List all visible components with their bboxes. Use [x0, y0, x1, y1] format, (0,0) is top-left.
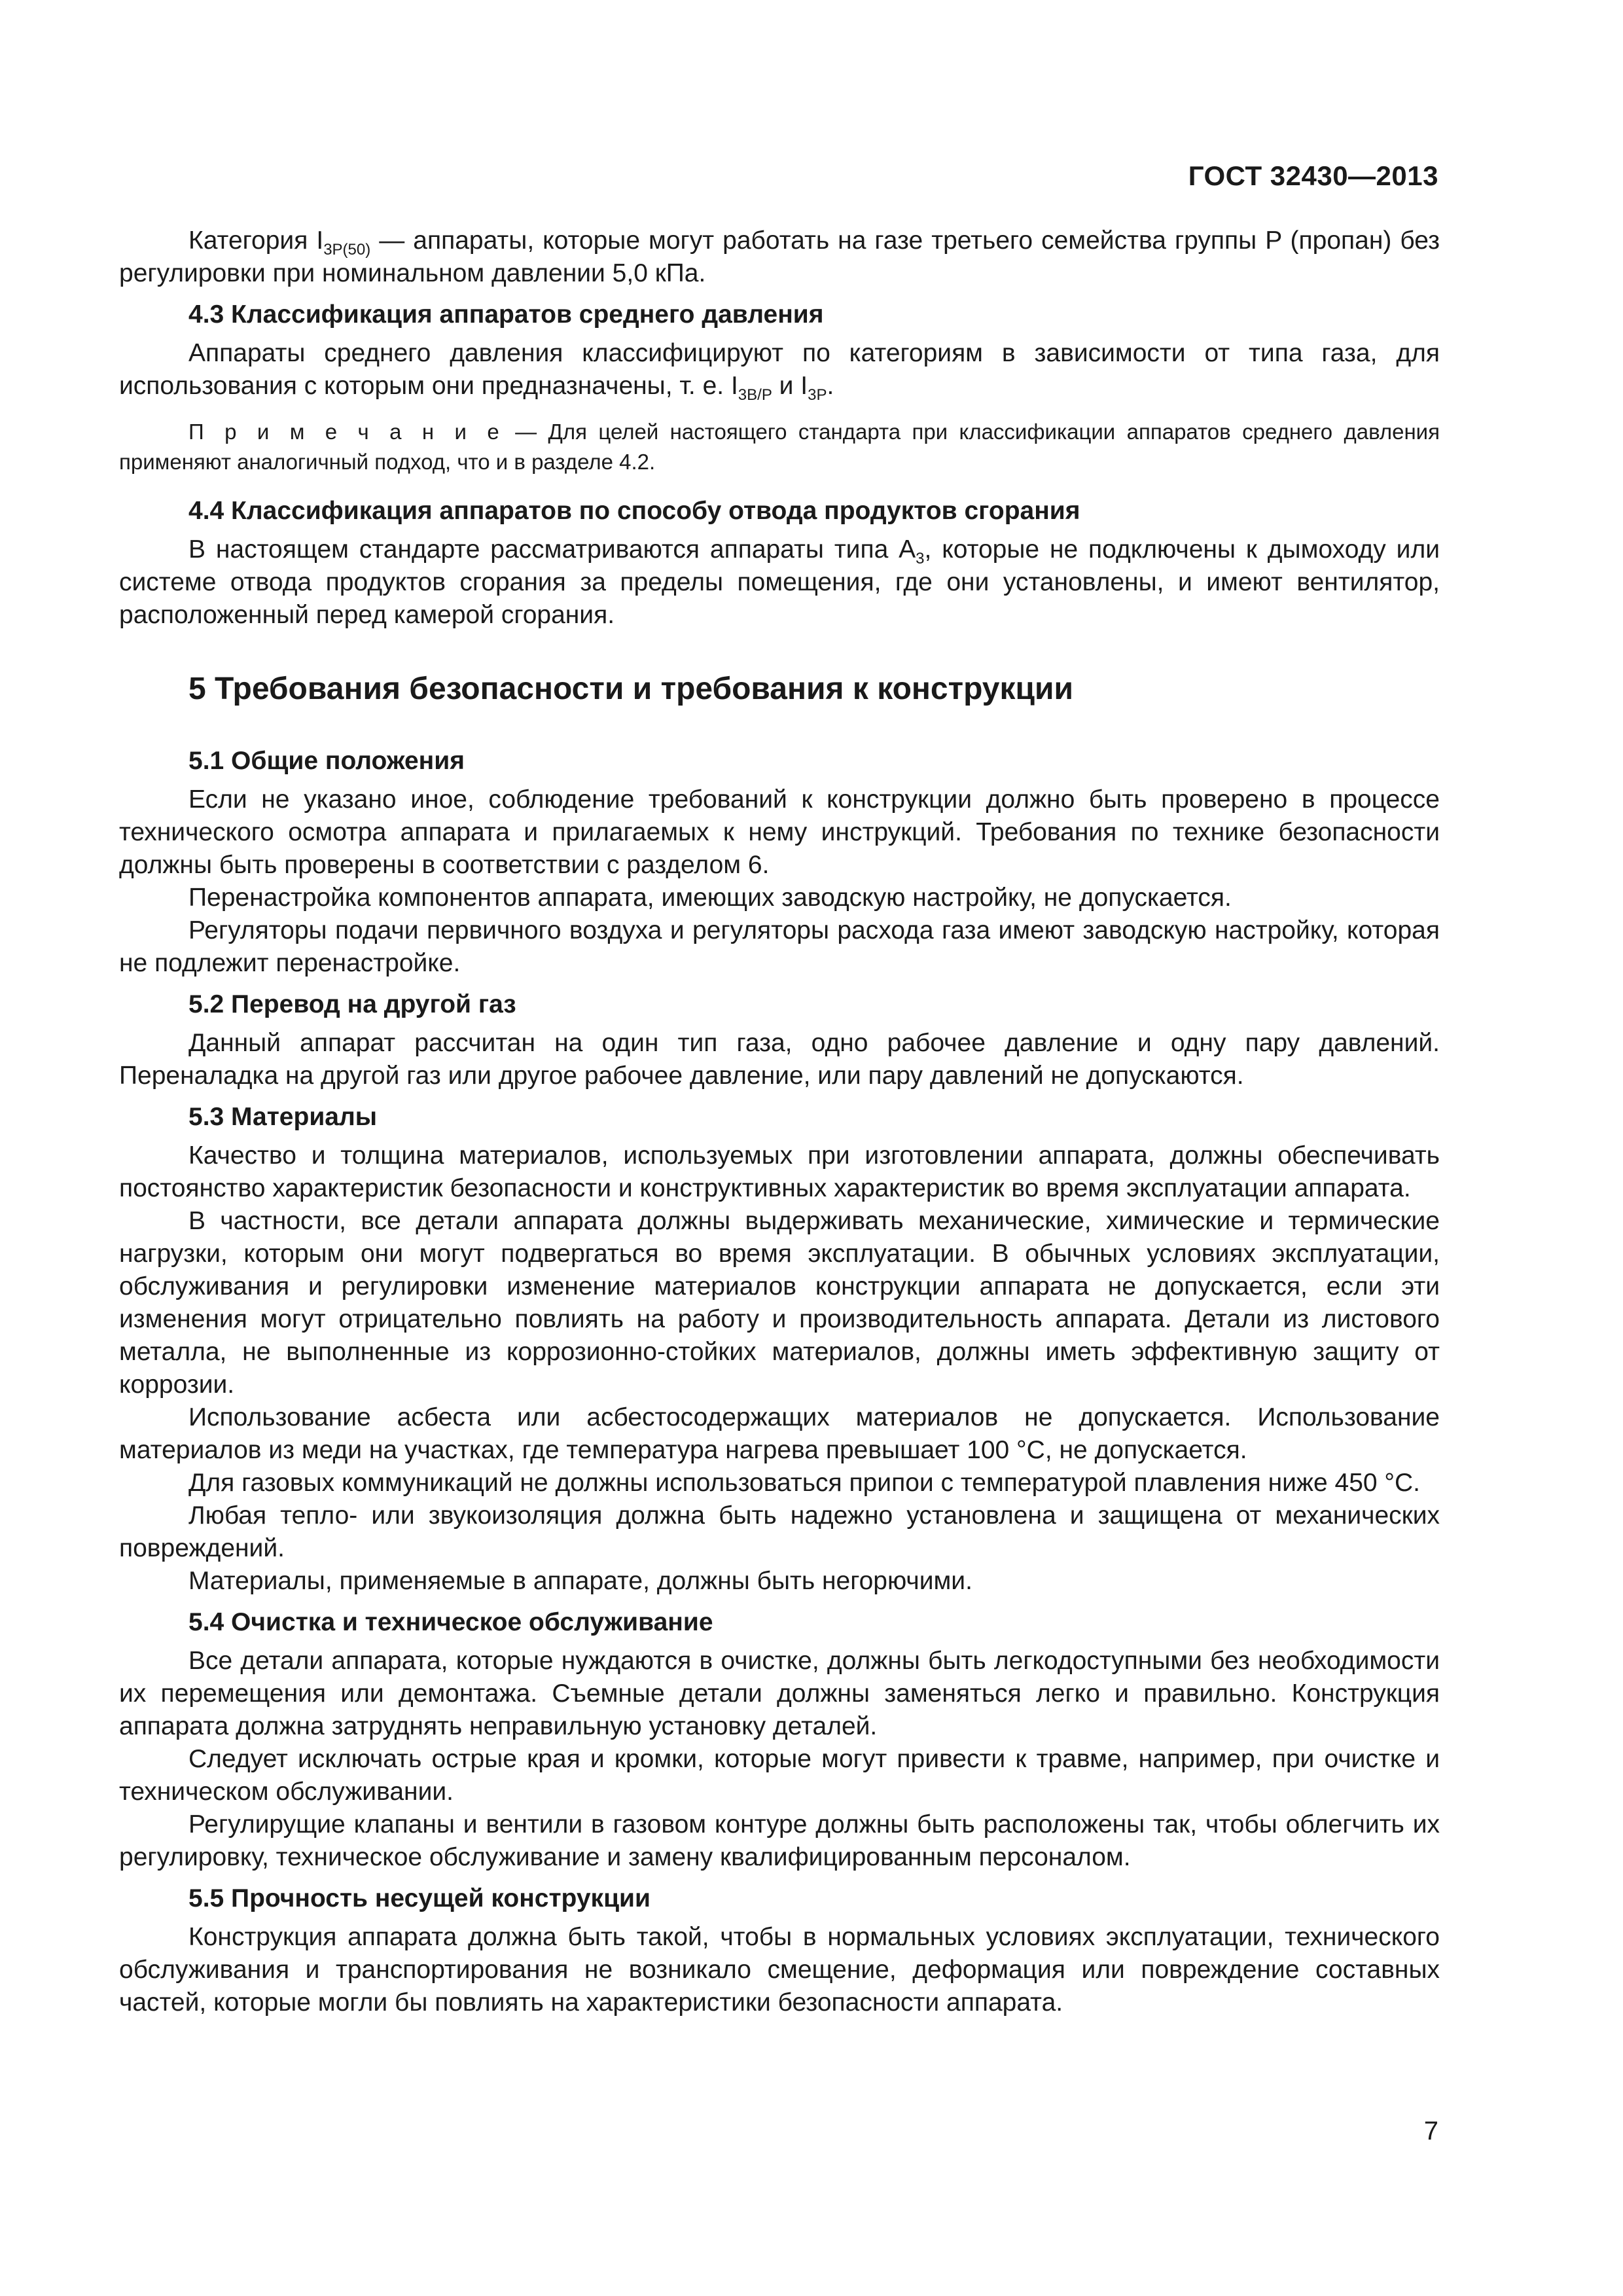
- document-id-header: ГОСТ 32430—2013: [1188, 160, 1438, 191]
- section-5-1-paragraph-1: Если не указано иное, соблюдение требований к конструкции должно быть проверено в процессе технического осмотра аппарата и прилагаемых к нему инструкций. Требования по технике безопасности должны быть проверены в соответствии с разделом 6.: [119, 785, 1440, 879]
- section-5-3-paragraph-4: Для газовых коммуникаций не должны использоваться припои с температурой плавления ниже 450 °С.: [188, 1469, 1421, 1497]
- section-5-1-heading: 5.1 Общие положения: [188, 747, 465, 775]
- section-5-5-paragraph-1: Конструкция аппарата должна быть такой, чтобы в нормальных условиях эксплуатации, технического обслуживания и транспортирования не возникало смещение, деформация или повреждение составных частей, которые могли бы повлиять на характеристики безопасности аппарата.: [119, 1923, 1440, 2017]
- section-4-3-paragraph: Аппараты среднего давления классифицируют по категориям в зависимости от типа газа, для использования с которым они предназначены, т. е. $I_{3B/P}$ и $I_{3P}$.: [119, 339, 1440, 404]
- page-content: [119, 224, 1440, 2019]
- section-5-heading: 5 Требования безопасности и требования к конструкции: [188, 672, 1074, 706]
- section-5-3-paragraph-5: Любая тепло- или звукоизоляция должна быть надежно установлена и защищена от механических повреждений.: [119, 1501, 1440, 1562]
- section-5-1-paragraph-2: Перенастройка компонентов аппарата, имеющих заводскую настройку, не допускается.: [188, 884, 1232, 912]
- section-5-4-paragraph-3: Регулирущие клапаны и вентили в газовом контуре должны быть расположены так, чтобы облегчить их регулировку, техническое обслуживание и замену квалифицированным персоналом.: [119, 1810, 1440, 1871]
- section-5-3-paragraph-1: Качество и толщина материалов, используемых при изготовлении аппарата, должны обеспечивать постоянство характеристик безопасности и конструктивных характеристик во время эксплуатации аппарата.: [119, 1141, 1440, 1202]
- page-number: 7: [1423, 2117, 1438, 2145]
- section-5-4-paragraph-1: Все детали аппарата, которые нуждаются в очистке, должны быть легкодоступными без необходимости их перемещения или демонтажа. Съемные детали должны заменяться легко и правильно. Конструкция аппарата должна затруднять неправильную установку деталей.: [119, 1647, 1440, 1740]
- section-5-4-heading: 5.4 Очистка и техническое обслуживание: [188, 1608, 713, 1636]
- section-5-2-paragraph-1: Данный аппарат рассчитан на один тип газа, одно рабочее давление и одну пару давлений. Переналадка на другой газ или другое рабочее давление, или пару давлений не допускаются.: [119, 1029, 1440, 1090]
- section-5-3-paragraph-3: Использование асбеста или асбестосодержащих материалов не допускается. Использование материалов из меди на участках, где температура нагрева превышает 100 °С, не допускается.: [119, 1403, 1440, 1464]
- section-5-3-heading: 5.3 Материалы: [188, 1103, 378, 1131]
- section-5-4-paragraph-2: Следует исключать острые края и кромки, которые могут привести к травме, например, при очистке и техническом обслуживании.: [119, 1745, 1440, 1806]
- section-4-4-paragraph: В настоящем стандарте рассматриваются аппараты типа $A_3$, которые не подключены к дымоходу или системе отвода продуктов сгорания за пределы помещения, где они установлены, и имеют вентилятор, расположенный перед камерой сгорания.: [119, 535, 1440, 629]
- section-4-4-heading: 4.4 Классификация аппаратов по способу отвода продуктов сгорания: [188, 497, 1080, 525]
- section-5-1-paragraph-3: Регуляторы подачи первичного воздуха и регуляторы расхода газа имеют заводскую настройку, которая не подлежит перенастройке.: [119, 916, 1440, 977]
- section-4-3-note: П р и м е ч а н и е — Для целей настоящего стандарта при классификации аппаратов среднего давления применяют аналогичный подход, что и в разделе 4.2.: [119, 420, 1440, 474]
- section-5-3-paragraph-6: Материалы, применяемые в аппарате, должны быть негорючими.: [188, 1567, 972, 1595]
- section-5-5-heading: 5.5 Прочность несущей конструкции: [188, 1884, 651, 1912]
- note-label: П р и м е ч а н и е: [188, 420, 504, 444]
- section-5-3-paragraph-2: В частности, все детали аппарата должны выдерживать механические, химические и термические нагрузки, которым они могут подвергаться во время эксплуатации. В обычных условиях эксплуатации, обслуживания и регулировки изменение материалов конструкции аппарата не допускается, если эти изменения могут отрицательно повлиять на работу и производительность аппарата. Детали из листового металла, не выполненные из коррозионно-стойких материалов, должны иметь эффективную защиту от коррозии.: [119, 1207, 1440, 1399]
- section-4-3-heading: 4.3 Классификация аппаратов среднего давления: [188, 300, 824, 329]
- paragraph-category-3p50: Категория $I_{3P(50)}$ — аппараты, которые могут работать на газе третьего семейства группы P (пропан) без регулировки при номинальном давлении 5,0 кПа.: [119, 226, 1440, 287]
- section-5-2-heading: 5.2 Перевод на другой газ: [188, 990, 516, 1018]
